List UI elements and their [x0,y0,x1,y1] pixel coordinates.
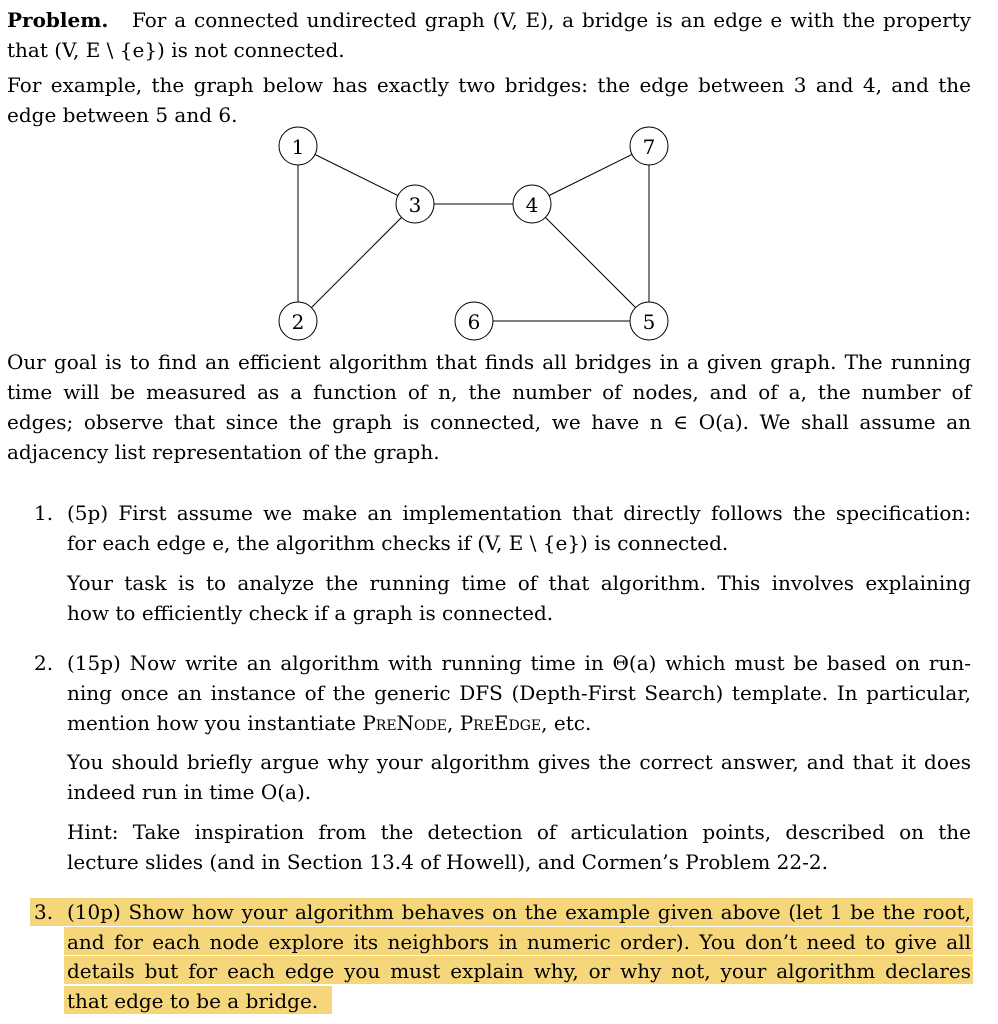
example-graph [0,120,998,345]
q2-line-1: (15p) Now write an algorithm with running time in Θ(a) which must be based on run- [67,651,971,675]
q3-line-1: (10p) Show how your algorithm behaves on the example given above (let 1 be the root, [67,900,971,924]
q2-line-4: You should briefly argue why your algorithm gives the correct answer, and that it does [67,750,971,774]
example-line-2: edge between 5 and 6. [7,103,238,127]
goal-line-3: edges; observe that since the graph is connected, we have n ∈ O(a). We shall assume an [7,410,971,434]
q2-line-3-sep: , [446,711,460,735]
q3-number: 3. [34,900,54,924]
problem-lead: Problem. [7,8,109,32]
problem-intro-2: that (V, E \ {e}) is not connected. [7,38,345,62]
node-2-label: 2 [291,310,305,334]
q2-line-3-end: , etc. [541,711,592,735]
edge-2-3 [298,204,415,321]
goal-line-2: time will be measured as a function of n, the number of nodes, and of a, the number of [7,380,971,404]
q3-line-3: details but for each edge you must explain why, or why not, your algorithm declares [67,959,971,983]
goal-line-1: Our goal is to find an efficient algorithm that finds all bridges in a given graph. The running [7,350,971,374]
node-1-label: 1 [291,135,305,159]
goal-line-4: adjacency list representation of the graph. [7,440,440,464]
q1-line-1: (5p) First assume we make an implementation that directly follows the specification: [67,501,971,525]
preedge-term: PreEdge [459,711,542,735]
prenode-term: PreNode [362,711,447,735]
node-3-label: 3 [408,193,422,217]
q1-line-2: for each edge e, the algorithm checks if (V, E \ {e}) is connected. [67,531,729,555]
node-5-label: 5 [642,310,656,334]
q2-number: 2. [34,651,54,675]
problem-line-1 [7,5,971,35]
problem-intro-1: For a connected undirected graph (V, E), a bridge is an edge e with the property [131,8,971,32]
q2-hint-line-1: Hint: Take inspiration from the detection of articulation points, described on the [67,820,971,844]
q1-line-3: Your task is to analyze the running time of that algorithm. This involves explaining [67,571,971,595]
node-4-label: 4 [525,193,539,217]
q2-hint-line-2: lecture slides (and in Section 13.4 of Howell), and Cormen’s Problem 22-2. [67,850,828,874]
node-7-label: 7 [642,135,656,159]
edge-4-7 [532,146,649,204]
q2-line-2: ning once an instance of the generic DFS (Depth-First Search) template. In particular, [67,681,971,705]
q2-line-3 [67,708,591,738]
example-line-1: For example, the graph below has exactly two bridges: the edge between 3 and 4, and the [7,73,971,97]
edge-4-5 [532,204,649,321]
q2-line-3-text: mention how you instantiate [67,711,363,735]
q3-line-2: and for each node explore its neighbors in numeric order). You don’t need to give all [67,930,971,954]
q2-line-5: indeed run in time O(a). [67,780,312,804]
q1-line-4: how to efficiently check if a graph is connected. [67,601,554,625]
edge-1-3 [298,146,415,204]
node-6-label: 6 [467,310,481,334]
q1-number: 1. [34,501,54,525]
q3-line-4: that edge to be a bridge. [67,989,319,1013]
